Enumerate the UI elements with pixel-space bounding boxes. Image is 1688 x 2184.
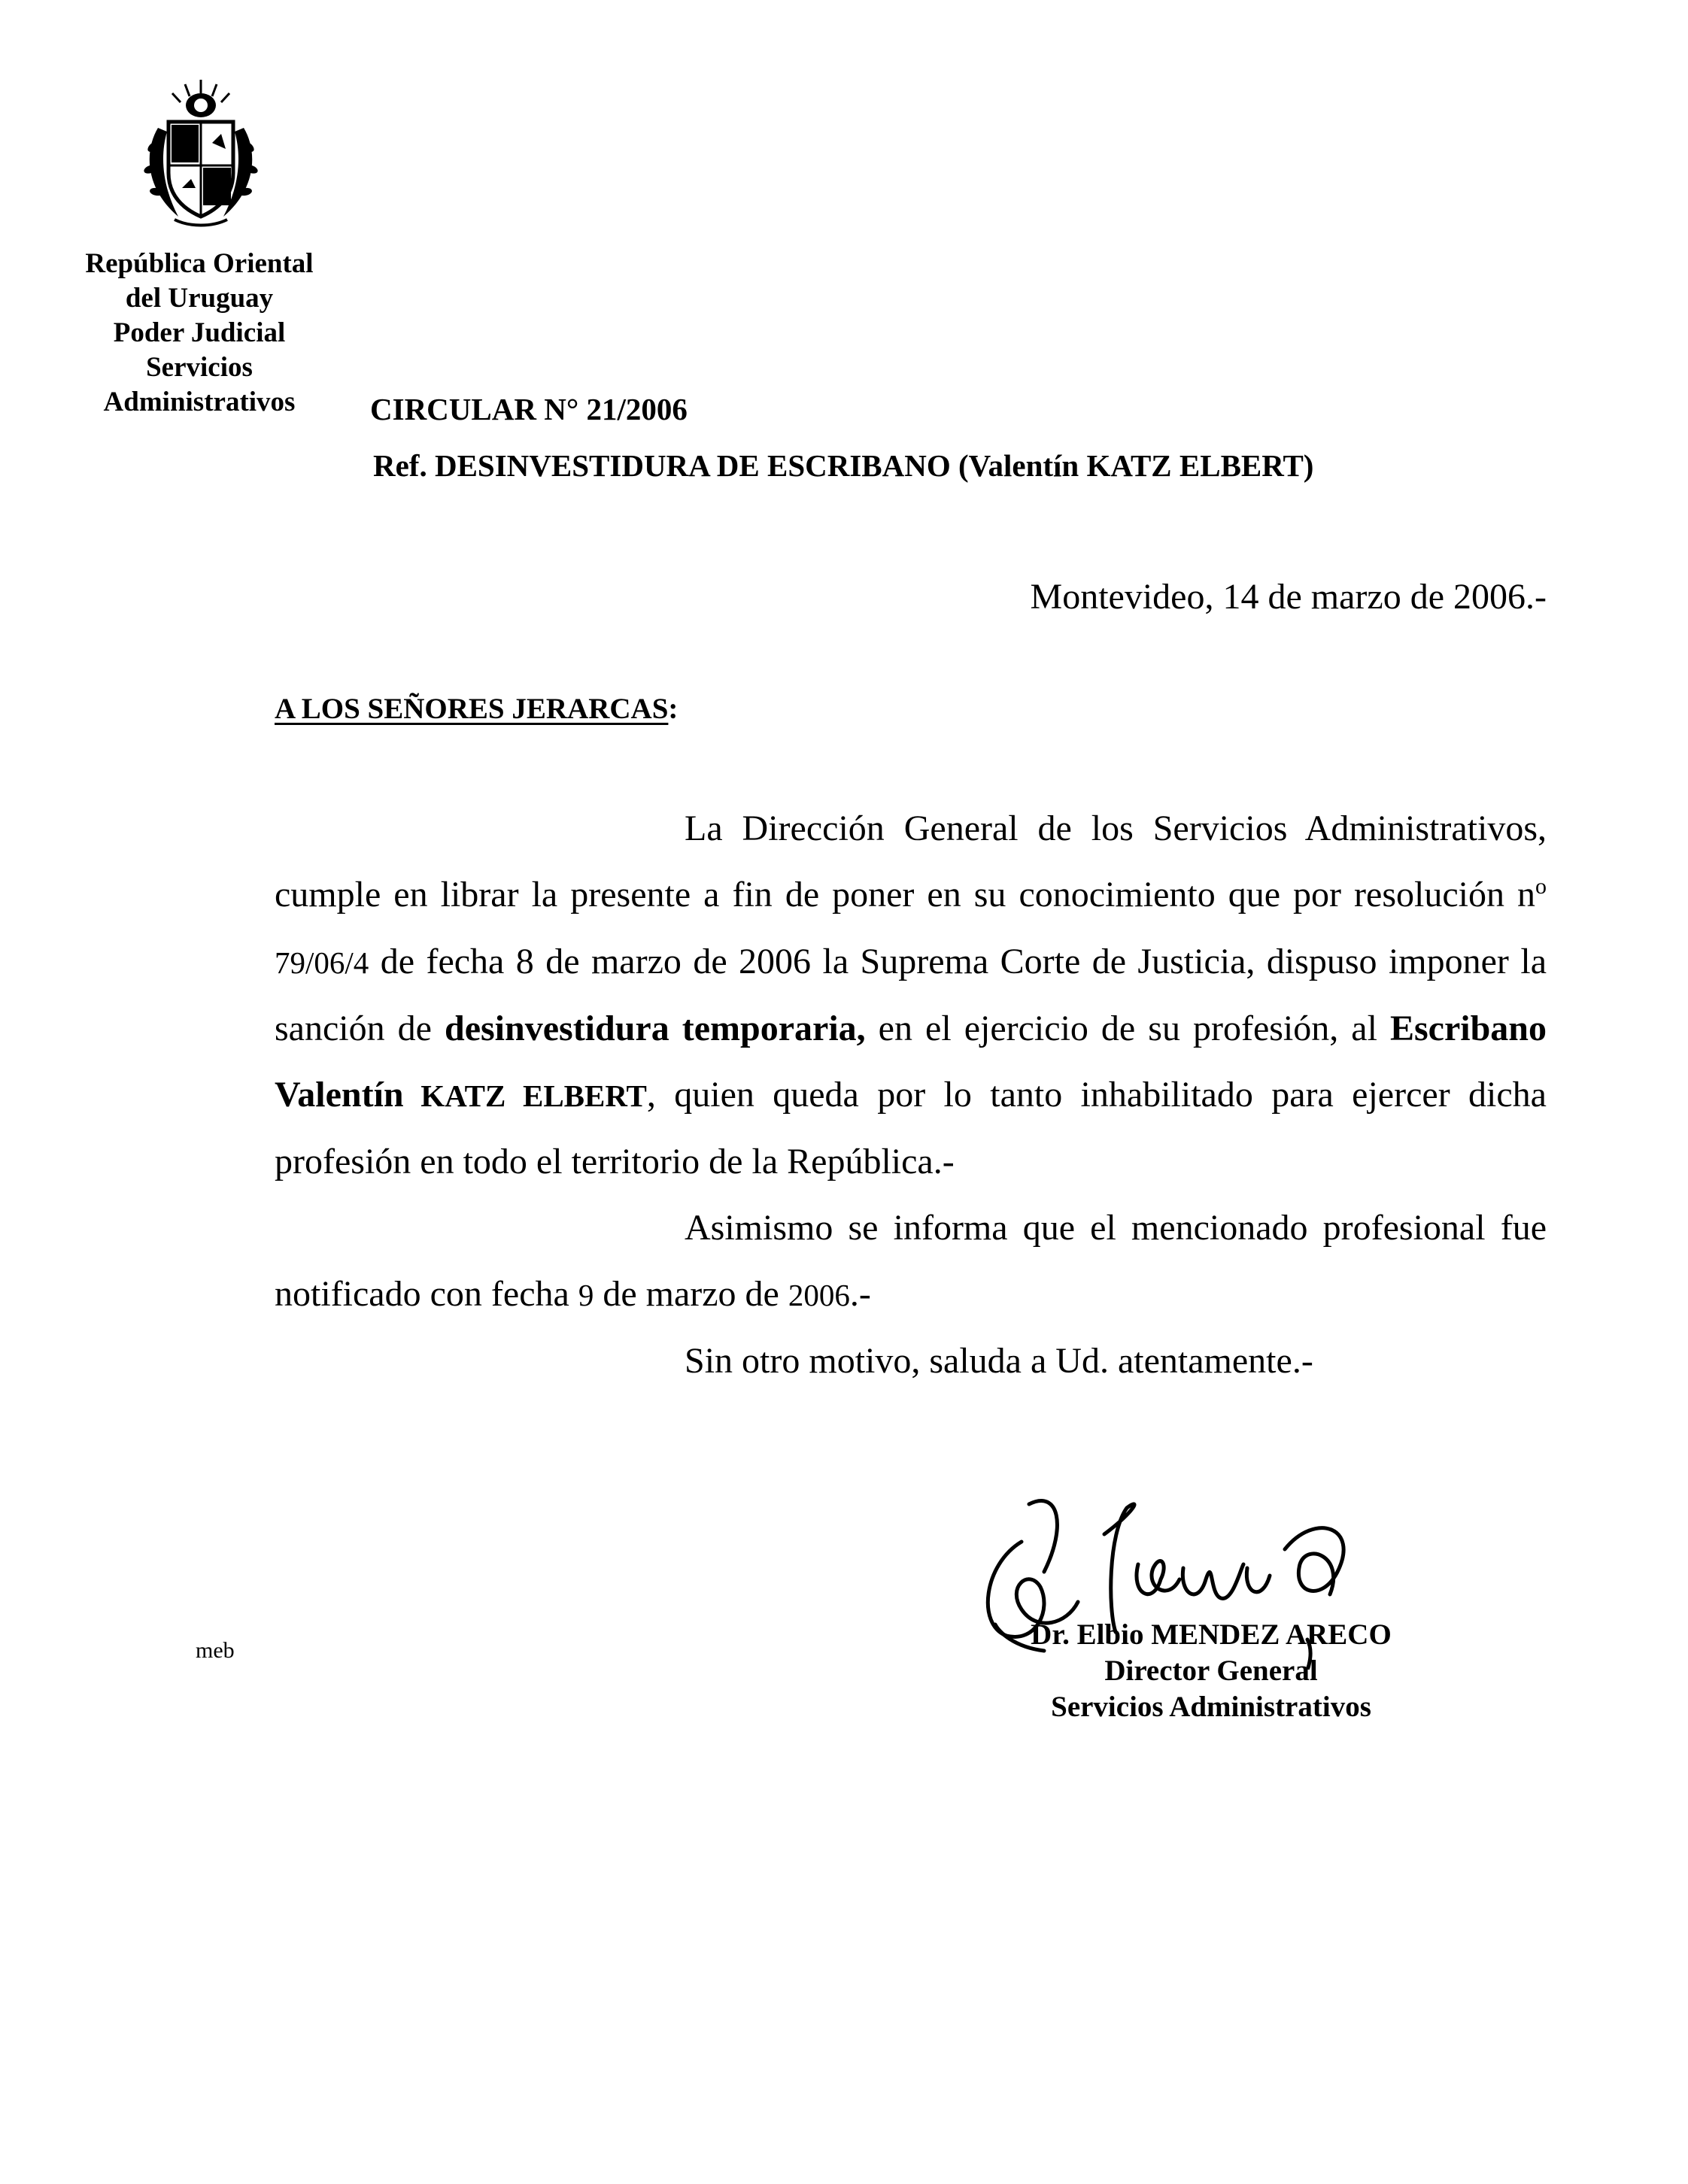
- coat-of-arms-icon: [137, 75, 265, 229]
- signatory-office: Servicios Administrativos: [1051, 1691, 1371, 1723]
- signatory-name: Dr. Elbio MENDEZ ARECO: [1031, 1618, 1392, 1651]
- letter-body: [275, 796, 1547, 1394]
- body-text: de marzo de: [594, 1274, 788, 1314]
- body-paragraph-1: [275, 796, 1547, 1195]
- institution-line: Servicios: [146, 352, 253, 383]
- body-text: Asimismo se informa que el mencionado profesional fue notificado con fecha: [275, 1208, 1547, 1314]
- notary-title: Escribano Valentín: [275, 1009, 1547, 1115]
- circular-number: CIRCULAR N° 21/2006: [370, 392, 688, 426]
- body-text: de fecha 8 de marzo de 2006 la Suprema Corte de Justicia, dispuso imponer la sanción de: [275, 942, 1547, 1048]
- sanction-text: desinvestidura temporaria,: [445, 1009, 866, 1048]
- body-text: .-: [849, 1274, 871, 1314]
- resolution-number: 79/06/4: [275, 945, 369, 980]
- signatory-block: [1000, 1617, 1422, 1725]
- notary-surname: KATZ ELBERT: [403, 1078, 647, 1113]
- body-text: La Dirección General de los Servicios Administrativos, cumple en librar la presente a fin de poner en su conocimiento que por resolución n: [275, 808, 1547, 915]
- signatory-title: Director General: [1104, 1655, 1318, 1687]
- institution-line: Administrativos: [103, 387, 296, 417]
- institution-line: del Uruguay: [125, 283, 274, 314]
- salutation-colon: :: [668, 693, 679, 725]
- institution-line: República Oriental: [85, 248, 314, 279]
- ordinal-superscript: o: [1535, 874, 1547, 899]
- reference-line: Ref. DESINVESTIDURA DE ESCRIBANO (Valentín KATZ ELBERT): [373, 448, 1314, 483]
- institution-line: Poder Judicial: [113, 317, 286, 348]
- institution-header: [30, 247, 369, 420]
- salutation-text: A LOS SEÑORES JERARCAS: [275, 693, 669, 725]
- place-date: Montevideo, 14 de marzo de 2006.-: [1030, 577, 1547, 617]
- typist-initials: meb: [196, 1638, 235, 1663]
- body-text: en el ejercicio de su profesión, al: [865, 1009, 1390, 1048]
- body-text: , quien queda por lo tanto inhabilitado para ejercer dicha profesión en todo el territorio de la República.-: [275, 1075, 1547, 1181]
- closing-paragraph: Sin otro motivo, saluda a Ud. atentamente.-: [685, 1341, 1313, 1381]
- notification-day: 9: [578, 1278, 594, 1312]
- body-paragraph-2: [275, 1195, 1547, 1328]
- salutation: [275, 692, 678, 726]
- notification-year: 2006: [788, 1278, 850, 1312]
